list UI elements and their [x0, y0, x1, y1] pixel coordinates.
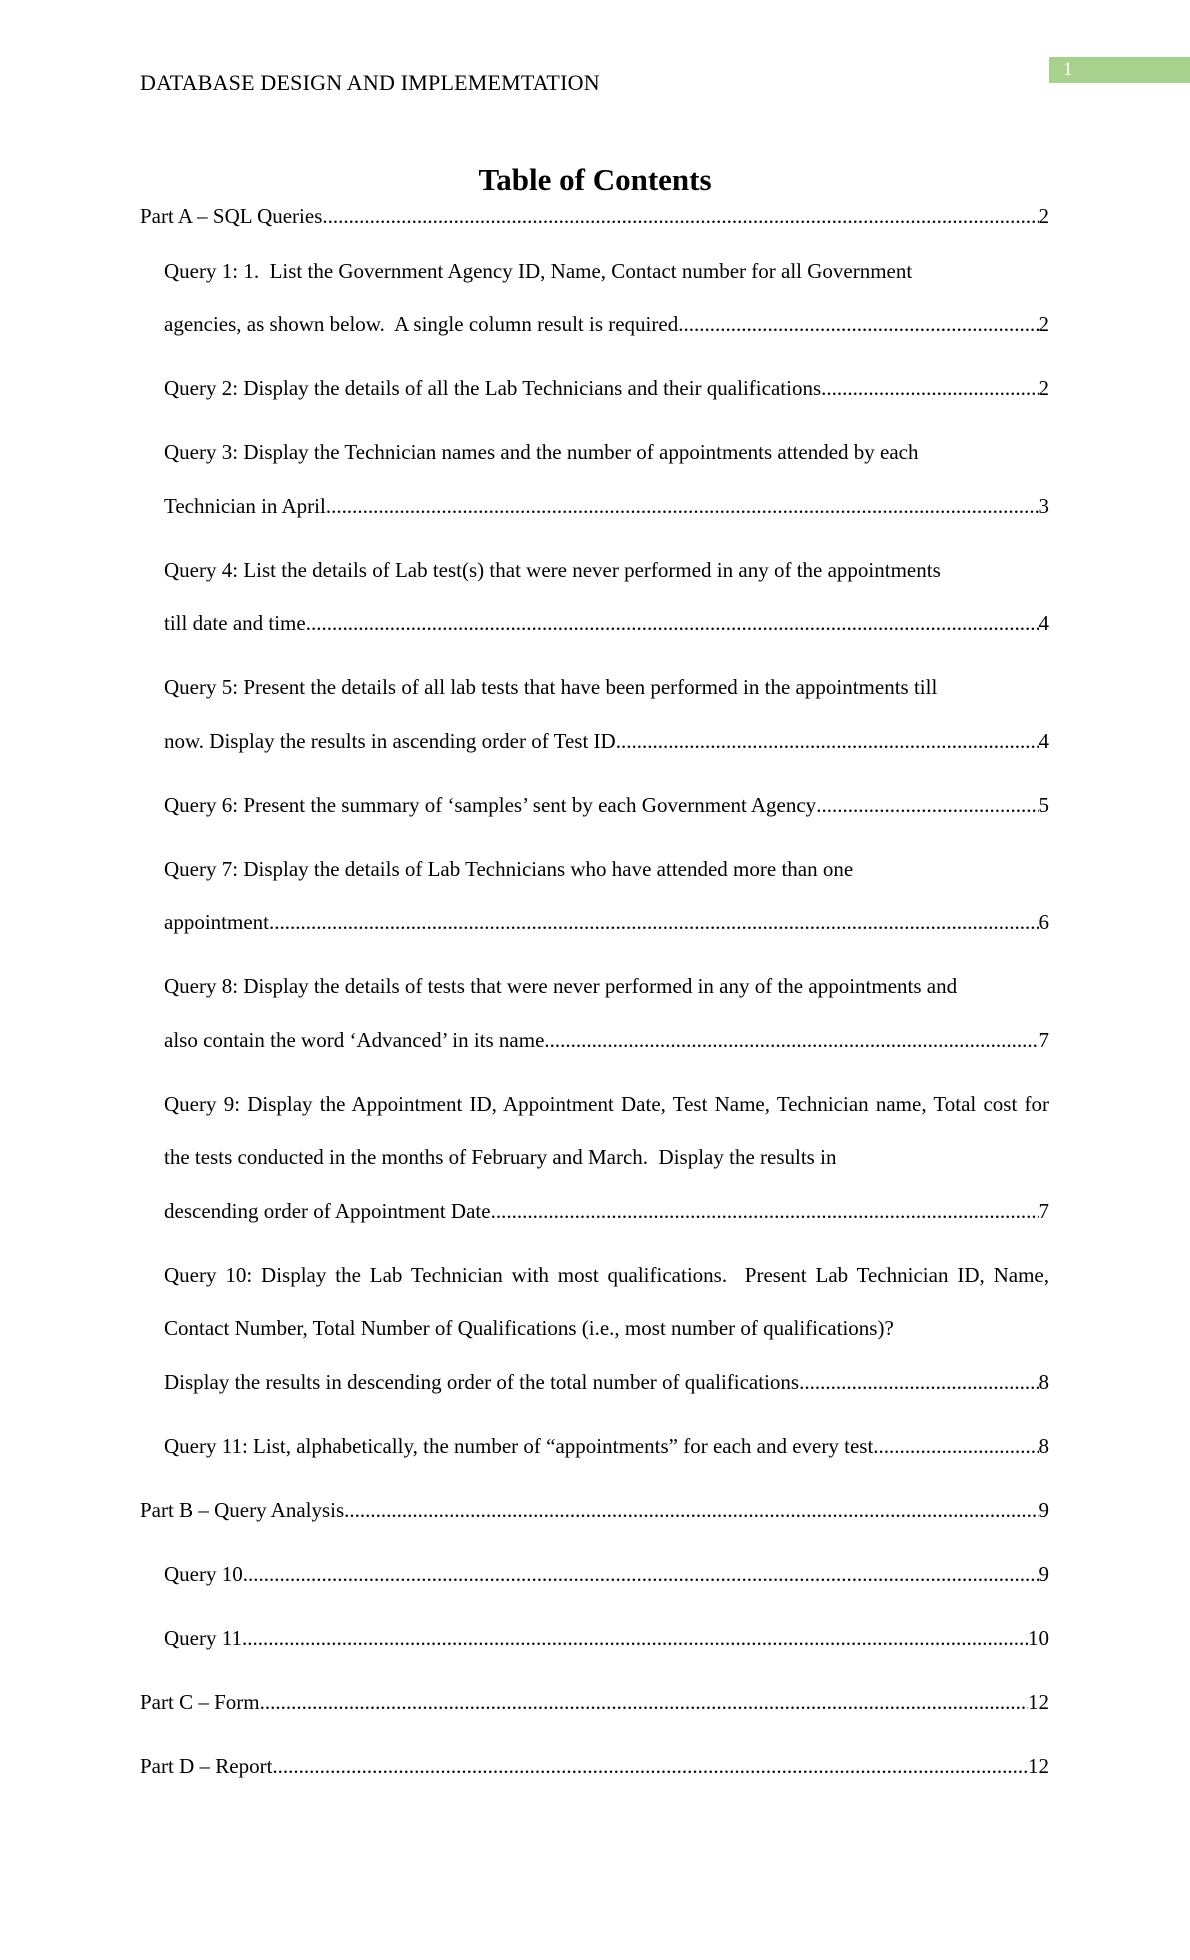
toc-entry-text-end: Technician in April: [164, 493, 326, 518]
toc-page-number: 9: [1038, 1497, 1049, 1522]
toc-entry-text-end: descending order of Appointment Date: [164, 1198, 491, 1223]
dot-leader: [678, 298, 1038, 352]
toc-entry-text: Query 9: Display the Appointment ID, Appointment Date, Test Name, Technician name, Total cost for the tests conducted in the months of February and March. Display the results in: [164, 1091, 1049, 1169]
toc-entry-text-end: now. Display the results in ascending order of Test ID: [164, 728, 616, 753]
dot-leader: [306, 597, 1039, 651]
toc-entry-text: Part A – SQL Queries: [140, 204, 323, 228]
toc-entry-text-end: till date and time: [164, 611, 306, 635]
toc-entry-query-7[interactable]: [164, 843, 1049, 950]
dot-leader: [243, 1548, 1039, 1602]
dot-leader: [491, 1185, 1039, 1239]
toc-page-number: 5: [1038, 792, 1049, 817]
toc-entry-part-c[interactable]: [140, 1676, 1049, 1730]
toc-entry-query-3[interactable]: [164, 426, 1049, 533]
dot-leader: [544, 1014, 1038, 1068]
toc-page-number: 2: [1038, 376, 1049, 400]
toc-entry-query-9[interactable]: [164, 1078, 1049, 1239]
toc-entry-text: Query 8: Display the details of tests that were never performed in any of the appointments and: [164, 974, 958, 998]
toc-entry-text-end: appointment: [164, 910, 269, 934]
toc-page-number: 12: [1028, 1753, 1049, 1778]
dot-leader: [616, 715, 1039, 769]
toc-page-number: 12: [1028, 1689, 1049, 1714]
table-of-contents: [140, 198, 1049, 1793]
toc-entry-query-11[interactable]: [164, 1420, 1049, 1474]
dot-leader: [272, 1740, 1028, 1794]
toc-entry-query-8[interactable]: [164, 960, 1049, 1067]
dot-leader: [344, 1484, 1038, 1538]
toc-entry-text: Query 6: Present the summary of ‘samples’ sent by each Government Agency: [164, 792, 817, 817]
toc-page-number: 2: [1038, 312, 1049, 336]
dot-leader: [821, 362, 1038, 416]
toc-entry-part-b-query-11[interactable]: [164, 1612, 1049, 1666]
toc-entry-text-end: Display the results in descending order of the total number of qualifications: [164, 1369, 800, 1394]
toc-entry-query-2[interactable]: [164, 362, 1049, 416]
dot-leader: [816, 779, 1038, 833]
toc-page-number: 7: [1038, 1198, 1049, 1223]
toc-entry-text-end: also contain the word ‘Advanced’ in its name: [164, 1027, 545, 1052]
toc-page-number: 4: [1038, 611, 1049, 635]
toc-entry-query-4[interactable]: [164, 544, 1049, 651]
toc-entry-part-a[interactable]: [140, 198, 1049, 234]
toc-title: Table of Contents: [478, 162, 712, 197]
page-number: 1: [1049, 57, 1190, 83]
toc-entry-text: Query 3: Display the Technician names and the number of appointments attended by each: [164, 440, 919, 464]
dot-leader: [799, 1356, 1038, 1410]
toc-page-number: 6: [1038, 910, 1049, 934]
toc-entry-text: Part D – Report: [140, 1753, 273, 1778]
toc-entry-text: Part B – Query Analysis: [140, 1497, 345, 1522]
dot-leader: [322, 198, 1038, 234]
toc-page-number: 4: [1038, 728, 1049, 753]
toc-entry-query-6[interactable]: [164, 779, 1049, 833]
toc-entry-query-10[interactable]: [164, 1249, 1049, 1410]
dot-leader: [873, 1420, 1038, 1474]
dot-leader: [326, 480, 1039, 534]
toc-page-number: 10: [1028, 1625, 1049, 1650]
toc-entry-text: Query 4: List the details of Lab test(s) that were never performed in any of the appointments: [164, 557, 941, 582]
toc-entry-text: Query 10: Display the Lab Technician with most qualifications. Present Lab Technician ID, Name, Contact Number, Total Number of Qualifications (i.e., most number of qualifications)?: [164, 1262, 1049, 1340]
toc-entry-text: Query 11: [164, 1625, 242, 1650]
dot-leader: [242, 1612, 1028, 1666]
toc-page-number: 8: [1038, 1369, 1049, 1394]
dot-leader: [269, 896, 1039, 950]
toc-page-number: 3: [1038, 493, 1049, 518]
running-header: DATABASE DESIGN AND IMPLEMEMTATION: [140, 70, 600, 95]
toc-entry-query-5[interactable]: [164, 661, 1049, 768]
toc-entry-text: Query 1: 1. List the Government Agency ID, Name, Contact number for all Government: [164, 258, 913, 283]
toc-entry-query-1[interactable]: [164, 245, 1049, 352]
toc-page-number: 9: [1038, 1561, 1049, 1586]
toc-entry-text: Query 2: Display the details of all the Lab Technicians and their qualifications: [164, 376, 822, 400]
toc-page-number: 8: [1038, 1433, 1049, 1458]
toc-entry-text: Query 10: [164, 1561, 243, 1586]
toc-entry-text-end: agencies, as shown below. A single column result is required: [164, 312, 679, 336]
toc-entry-text: Part C – Form: [140, 1689, 260, 1714]
dot-leader: [260, 1676, 1028, 1730]
toc-entry-part-b-query-10[interactable]: [164, 1548, 1049, 1602]
toc-entry-part-d[interactable]: [140, 1740, 1049, 1794]
toc-page-number: 2: [1038, 204, 1049, 228]
toc-entry-text: Query 5: Present the details of all lab tests that have been performed in the appointments till: [164, 675, 938, 699]
toc-page-number: 7: [1038, 1027, 1049, 1052]
toc-entry-part-b[interactable]: [140, 1484, 1049, 1538]
toc-entry-text: Query 7: Display the details of Lab Technicians who have attended more than one: [164, 856, 854, 881]
toc-entry-text: Query 11: List, alphabetically, the number of “appointments” for each and every test: [164, 1433, 874, 1458]
